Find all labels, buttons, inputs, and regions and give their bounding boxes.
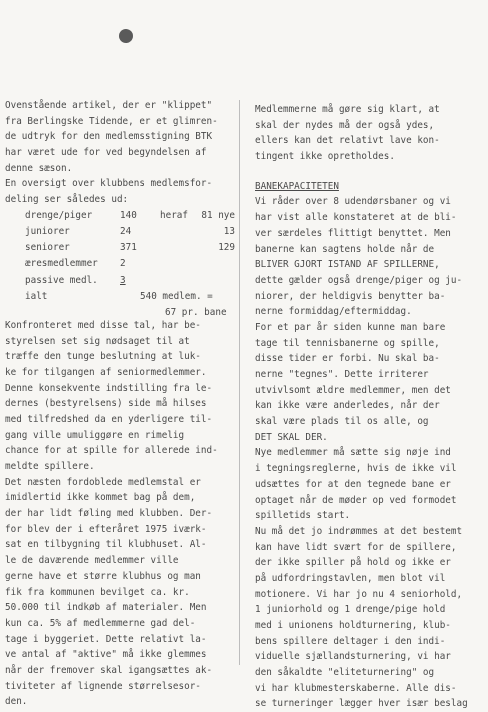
- text-line: har været ude for ved begyndelsen af: [5, 147, 207, 159]
- text-line: 50.000 til indkøb af materialer. Men: [5, 602, 207, 614]
- text-line: Nye medlemmer må sætte sig nøje ind: [255, 447, 451, 459]
- right-column: [255, 102, 485, 712]
- text-line: fik fra kommunen bevilget ca. kr.: [5, 586, 190, 598]
- text-line: se turneringer lægger hver især beslag: [255, 698, 468, 710]
- text-line: på udfordringstavlen, men blot vil: [255, 572, 446, 584]
- text-line: ve antal af "aktive" må ikke glemmes: [5, 649, 207, 661]
- stats-value: 371: [120, 242, 137, 254]
- stats-total-value: 540 medlem. =: [140, 290, 213, 302]
- text-line: fra Berlingske Tidende, er et glimren-: [5, 115, 218, 127]
- text-line: denne sæson.: [5, 162, 73, 174]
- text-line: Denne konsekvente indstilling fra le-: [5, 382, 213, 394]
- stats-row: [5, 240, 235, 256]
- stats-label: drenge/piger: [25, 209, 93, 221]
- stats-value: 140: [120, 209, 137, 221]
- stats-total-row: [5, 289, 235, 305]
- left-body-paragraph: [5, 318, 235, 710]
- text-line: imidlertid ikke kommet bag på dem,: [5, 492, 196, 504]
- text-line: tage i byggeriet. Dette relativt la-: [5, 633, 207, 645]
- stats-new: 81 nye: [201, 209, 235, 221]
- text-line: motionere. Vi har jo nu 4 seniorhold,: [255, 588, 463, 600]
- stats-label: seniorer: [25, 242, 70, 254]
- text-line: Medlemmerne må gøre sig klart, at: [255, 104, 440, 115]
- text-line: nerne formiddag/eftermiddag.: [255, 306, 412, 318]
- text-line: tingent ikke opretholdes.: [255, 151, 395, 163]
- text-line: viduelle sjællandsturnering, vi har: [255, 651, 451, 663]
- text-line: le de daværende medlemmer ville: [5, 555, 179, 567]
- text-line: når der fremover skal igangsættes ak-: [5, 664, 213, 676]
- text-line: kan ikke være anderledes, når der: [255, 400, 440, 412]
- column-divider: [239, 100, 240, 665]
- text-line: Nu må det jo indrømmes at det bestemt: [255, 525, 463, 537]
- text-line: Konfronteret med disse tal, har be-: [5, 319, 201, 331]
- stats-heraf: heraf: [160, 209, 188, 221]
- text-line: For et par år siden kunne man bare: [255, 321, 446, 333]
- text-line: bens spillere deltager i den indi-: [255, 635, 446, 647]
- text-line: 1 juniorhold og 1 drenge/pige hold: [255, 604, 446, 616]
- text-line: de udtryk for den medlemsstigning BTK: [5, 131, 213, 143]
- stats-total-label: ialt: [25, 290, 48, 302]
- punch-hole-mark: [119, 29, 133, 43]
- text-line: den.: [5, 696, 28, 708]
- text-line: udsættes for at den tegnede bane er: [255, 478, 451, 490]
- text-line: træffe den tunge beslutning at luk-: [5, 351, 201, 363]
- text-line: nerne "tegnes". Dette irriterer: [255, 369, 429, 380]
- text-line: kun ca. 5% af medlemmerne gad del-: [5, 617, 196, 629]
- text-line: med i unionens holdturnering, klub-: [255, 620, 451, 631]
- text-line: vi har klubmesterskaberne. Alle dis-: [255, 682, 457, 694]
- stats-new: 129: [218, 242, 235, 254]
- right-intro-paragraph: [255, 102, 485, 165]
- text-line: med tilfredshed da en yderligere til-: [5, 413, 213, 425]
- text-line: gerne have et større klubhus og man: [5, 570, 201, 582]
- text-line: niorer, der heldigvis benytter ba-: [255, 290, 446, 302]
- text-line: DET SKAL DER.: [255, 431, 328, 443]
- stats-row: [5, 208, 235, 224]
- text-line: Vi råder over 8 udendørsbaner og vi: [255, 196, 451, 208]
- stats-value: 3: [120, 274, 126, 286]
- text-line: der ikke spiller på hold og ikke er: [255, 557, 451, 569]
- text-line: ke for tilgangen af seniormedlemmer.: [5, 366, 207, 378]
- left-intro-paragraph: [5, 98, 235, 208]
- text-line: skal der nydes må der også ydes,: [255, 119, 435, 131]
- text-line: banerne kan sagtens holde når de: [255, 243, 435, 255]
- text-line: dernes (bestyrelsens) side må hilses: [5, 398, 207, 410]
- text-line: spilletids start.: [255, 510, 351, 522]
- text-line: ver særdeles flittigt benyttet. Men: [255, 227, 451, 239]
- text-line: chance for at spille for allerede ind-: [5, 445, 218, 457]
- text-line: tiviteter af lignende størrelsesor-: [5, 680, 201, 692]
- text-line: optaget når de møder op ved formodet: [255, 494, 457, 506]
- text-line: meldte spillere.: [5, 461, 95, 472]
- text-line: skal være plads til os alle, og: [255, 416, 429, 428]
- text-line: kan have lidt svært for de spillere,: [255, 541, 457, 553]
- stats-row: [5, 224, 235, 240]
- membership-table: [5, 208, 235, 318]
- text-line: har vist alle konstateret at de bli-: [255, 212, 457, 224]
- stats-label: æresmedlemmer: [25, 258, 98, 270]
- left-column: [5, 98, 235, 710]
- text-line: sat en tilbygning til klubhuset. Al-: [5, 539, 207, 551]
- stats-total-sub-row: [5, 305, 235, 321]
- text-line: utvivlsomt ældre medlemmer, men det: [255, 384, 451, 396]
- stats-new: 13: [223, 226, 235, 237]
- text-line: dette gælder også drenge/piger og ju-: [255, 274, 463, 286]
- text-line: i tegningsreglerne, hvis de ikke vil: [255, 463, 457, 475]
- text-line: ellers kan det relativt lave kon-: [255, 135, 440, 147]
- stats-value: 2: [120, 258, 126, 270]
- text-line: gang ville umuliggøre en rimelig: [5, 429, 185, 441]
- text-line: deling ser således ud:: [5, 194, 129, 206]
- stats-label: passive medl.: [25, 274, 98, 286]
- stats-row: [5, 273, 235, 289]
- text-line: BLIVER GJORT ISTAND AF SPILLERNE,: [255, 259, 440, 271]
- text-line: styrelsen set sig nødsaget til at: [5, 335, 190, 347]
- text-line: for blev der i efteråret 1975 iværk-: [5, 523, 207, 535]
- stats-row: [5, 256, 235, 272]
- text-line: En oversigt over klubbens medlemsfor-: [5, 178, 213, 190]
- stats-total-sub: 67 pr. bane: [165, 306, 227, 318]
- text-line: Det næsten fordoblede medlemstal er: [5, 476, 201, 488]
- text-line: Ovenstående artikel, der er "klippet": [5, 100, 213, 111]
- stats-label: juniorer: [25, 226, 70, 237]
- text-line: den såkaldte "eliteturnering" og: [255, 667, 435, 679]
- stats-value: 24: [120, 226, 132, 237]
- right-body-paragraph: [255, 194, 485, 712]
- text-line: der har lidt føling med klubben. Der-: [5, 508, 213, 520]
- text-line: tage til tennisbanerne og spille,: [255, 337, 440, 349]
- text-line: disse tider er forbi. Nu skal ba-: [255, 353, 440, 365]
- section-heading: BANEKAPACITETEN: [255, 180, 339, 192]
